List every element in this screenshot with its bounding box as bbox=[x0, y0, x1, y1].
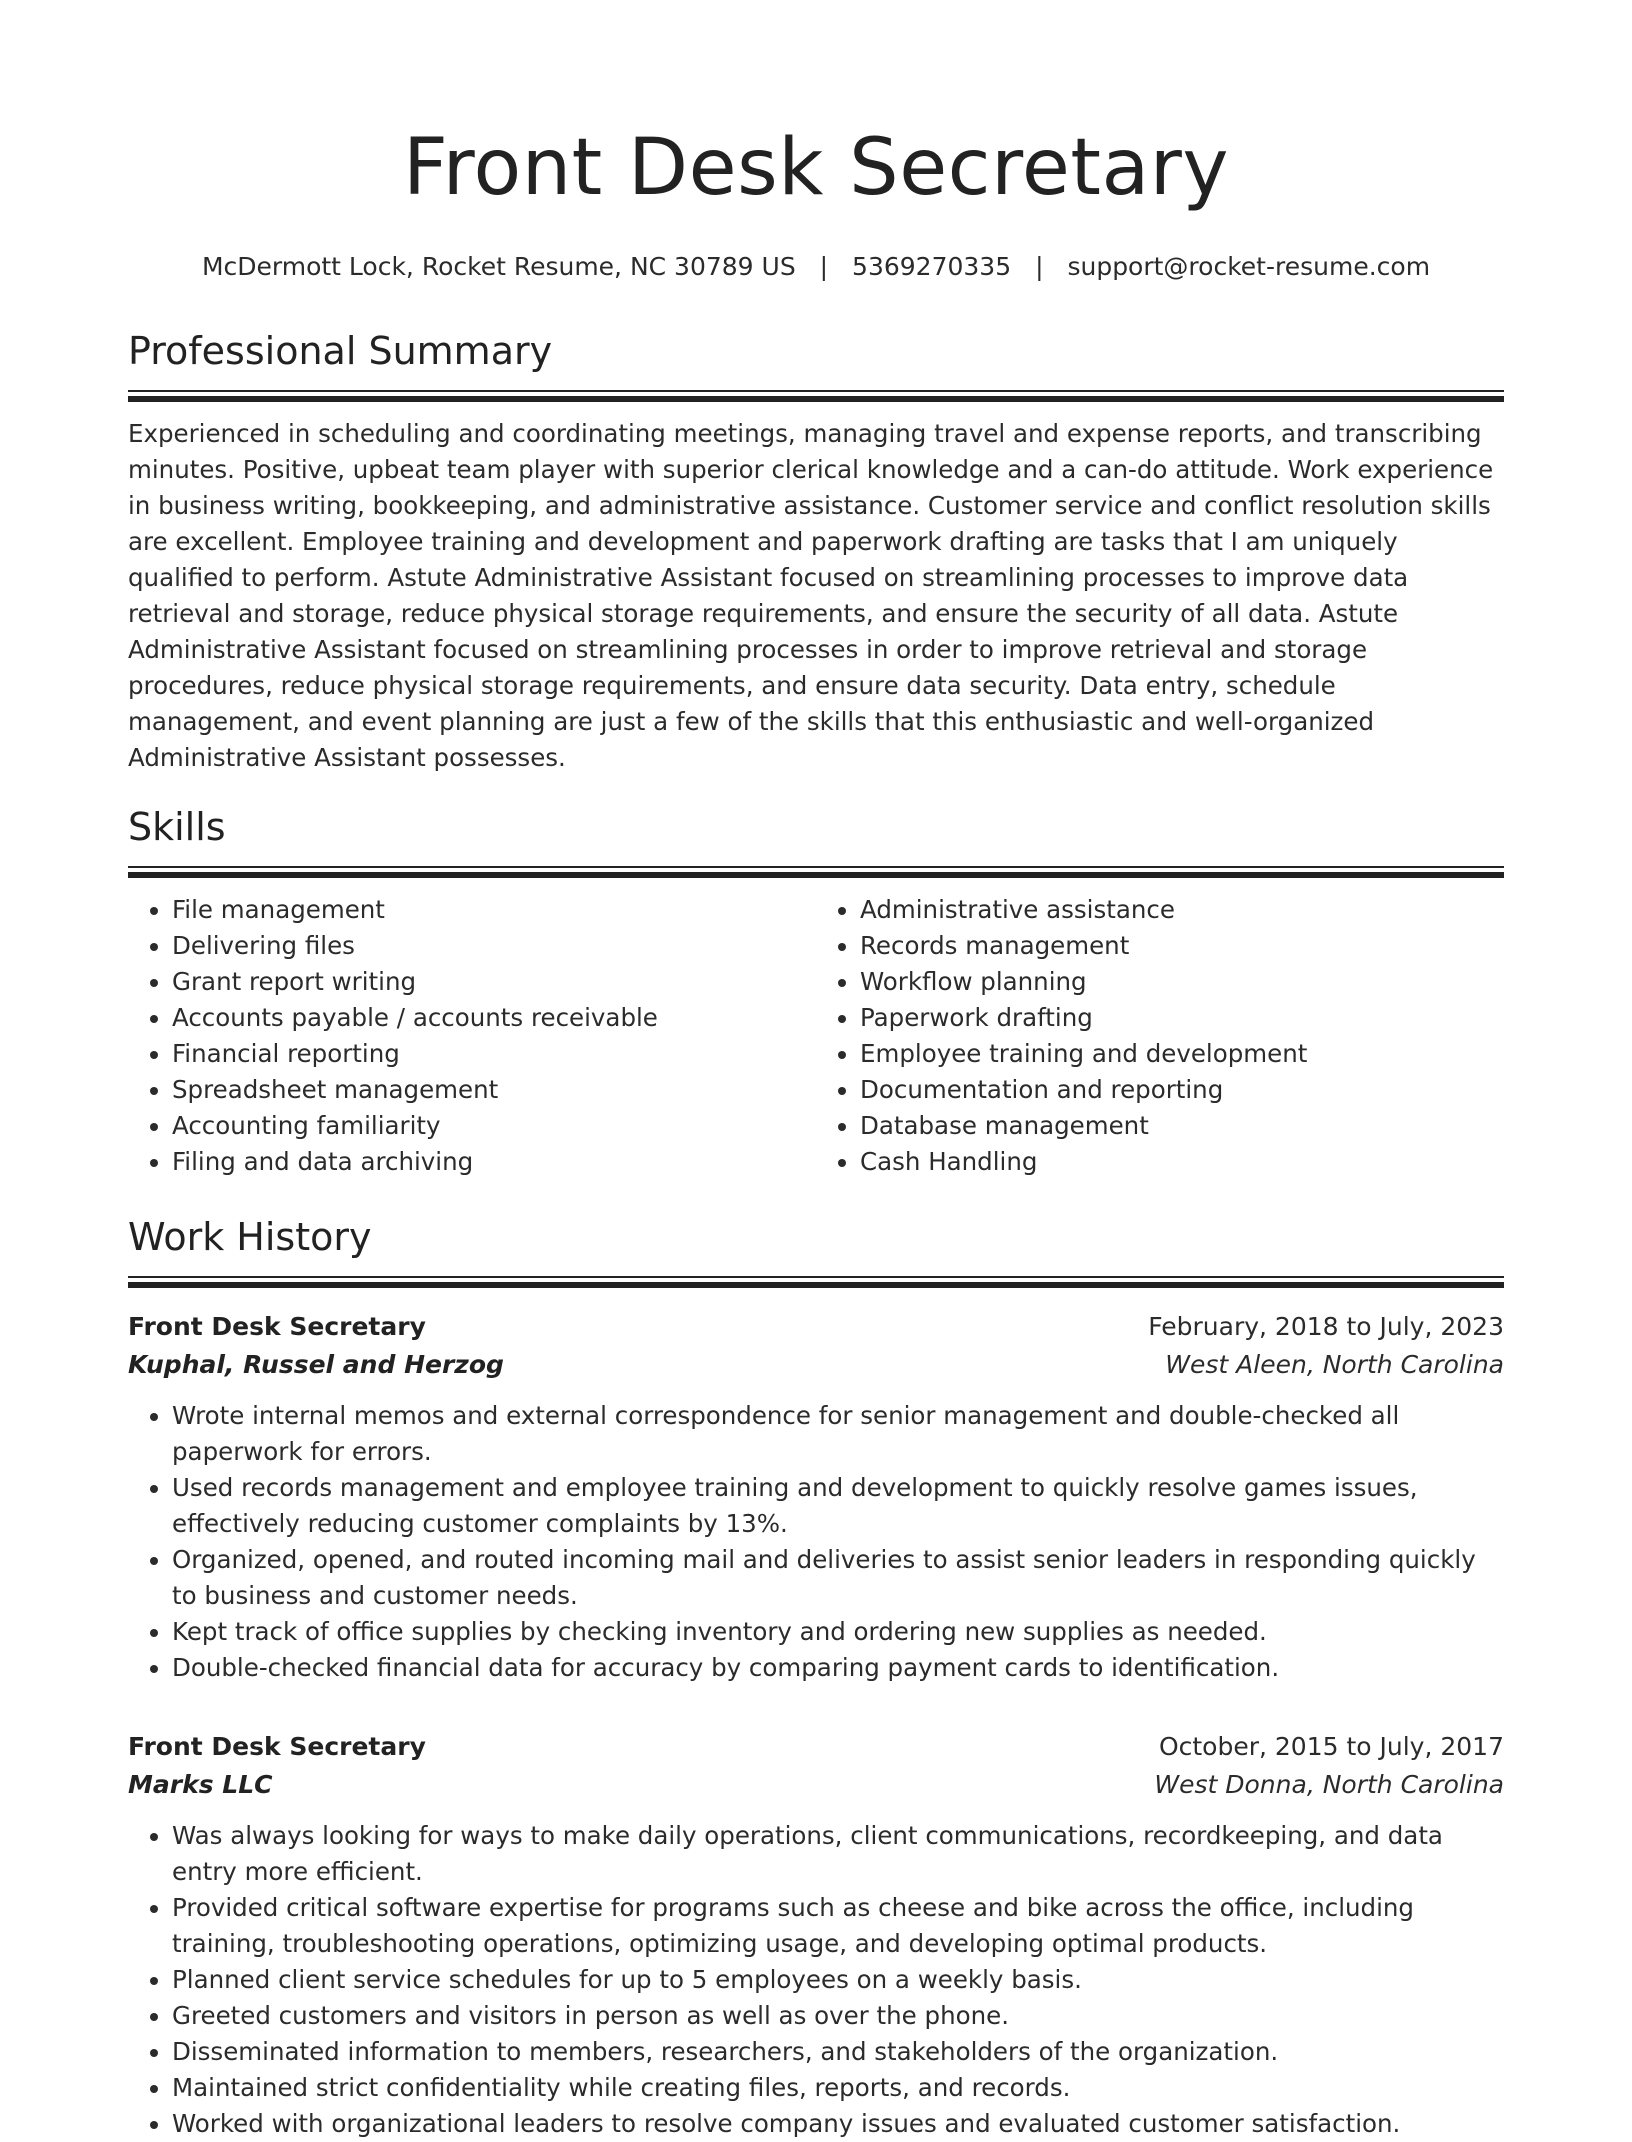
job-location: West Donna, North Carolina bbox=[1154, 1770, 1504, 1799]
skill-item: • Workflow planning bbox=[860, 964, 1504, 1000]
skill-item: • Records management bbox=[860, 928, 1504, 964]
job-dates: October, 2015 to July, 2017 bbox=[1158, 1732, 1504, 1761]
work-history-section bbox=[128, 1212, 1504, 2142]
contact-separator: | bbox=[819, 252, 829, 281]
skill-item: • Employee training and development bbox=[860, 1036, 1504, 1072]
skill-item: • Accounts payable / accounts receivable bbox=[172, 1000, 816, 1036]
section-title-work-history: Work History bbox=[128, 1215, 372, 1259]
section-title-summary: Professional Summary bbox=[128, 329, 553, 373]
job-entry bbox=[128, 1308, 1504, 1686]
job-bullet-list bbox=[128, 1398, 1504, 1686]
contact-address: McDermott Lock, Rocket Resume, NC 30789 US bbox=[201, 252, 796, 281]
job-bullet: • Worked with organizational leaders to resolve company issues and evaluated customer satisfaction. bbox=[172, 2106, 1504, 2142]
section-divider bbox=[128, 866, 1504, 878]
skill-item: • Delivering files bbox=[172, 928, 816, 964]
skill-item: • Accounting familiarity bbox=[172, 1108, 816, 1144]
job-bullet: • Planned client service schedules for up to 5 employees on a weekly basis. bbox=[172, 1962, 1504, 1998]
skill-item: • Filing and data archiving bbox=[172, 1144, 816, 1180]
job-company: Kuphal, Russel and Herzog bbox=[128, 1350, 504, 1379]
job-bullet: • Used records management and employee training and development to quickly resolve games issues, effectively reducing customer complaints by 13%. bbox=[172, 1470, 1504, 1542]
skill-item: • Paperwork drafting bbox=[860, 1000, 1504, 1036]
skill-item: • File management bbox=[172, 892, 816, 928]
job-dates: February, 2018 to July, 2023 bbox=[1148, 1312, 1504, 1341]
skill-item: • Documentation and reporting bbox=[860, 1072, 1504, 1108]
job-subheader bbox=[128, 1346, 1504, 1384]
job-bullet: • Organized, opened, and routed incoming mail and deliveries to assist senior leaders in responding quickly to business and customer needs. bbox=[172, 1542, 1504, 1614]
skills-section bbox=[128, 802, 1504, 1180]
job-location: West Aleen, North Carolina bbox=[1165, 1350, 1504, 1379]
resume-name: Front Desk Secretary bbox=[402, 123, 1230, 213]
job-header bbox=[128, 1728, 1504, 1766]
job-company: Marks LLC bbox=[128, 1770, 273, 1799]
skill-item: • Financial reporting bbox=[172, 1036, 816, 1072]
job-entry bbox=[128, 1728, 1504, 2142]
professional-summary-section bbox=[128, 326, 1504, 776]
skills-column-left bbox=[128, 892, 816, 1180]
contact-line bbox=[128, 250, 1504, 284]
job-bullet: • Double-checked financial data for accuracy by comparing payment cards to identification. bbox=[172, 1650, 1504, 1686]
job-bullet-list bbox=[128, 1818, 1504, 2142]
job-bullet: • Disseminated information to members, researchers, and stakeholders of the organization. bbox=[172, 2034, 1504, 2070]
job-bullet: • Wrote internal memos and external correspondence for senior management and double-checked all paperwork for errors. bbox=[172, 1398, 1504, 1470]
skill-item: • Database management bbox=[860, 1108, 1504, 1144]
job-title: Front Desk Secretary bbox=[128, 1312, 426, 1341]
job-bullet: • Kept track of office supplies by checking inventory and ordering new supplies as needed. bbox=[172, 1614, 1504, 1650]
skills-grid bbox=[128, 892, 1504, 1180]
job-header bbox=[128, 1308, 1504, 1346]
skill-item: • Administrative assistance bbox=[860, 892, 1504, 928]
job-bullet: • Provided critical software expertise for programs such as cheese and bike across the office, including training, troubleshooting operations, optimizing usage, and developing optimal products. bbox=[172, 1890, 1504, 1962]
contact-phone: 5369270335 bbox=[852, 252, 1012, 281]
summary-text: Experienced in scheduling and coordinating meetings, managing travel and expense reports, and transcribing minutes. Positive, upbeat team player with superior clerical knowledge and a can-do attitude. Work experience in business writing, bookkeeping, and administrative assistance. Customer service and conflict resolution skills are excellent. Employee training and development and paperwork drafting are tasks that I am uniquely qualified to perform. Astute Administrative Assistant focused on streamlining processes to improve data retrieval and storage, reduce physical storage requirements, and ensure the security of all data. Astute Administrative Assistant focused on streamlining processes in order to improve retrieval and storage procedures, reduce physical storage requirements, and ensure data security. Data entry, schedule management, and event planning are just a few of the skills that this enthusiastic and well-organized Administrative Assistant possesses. bbox=[128, 419, 1494, 772]
job-subheader bbox=[128, 1766, 1504, 1804]
contact-separator: | bbox=[1035, 252, 1044, 281]
skill-item: • Cash Handling bbox=[860, 1144, 1504, 1180]
contact-email: support@rocket-resume.com bbox=[1067, 252, 1431, 281]
job-title: Front Desk Secretary bbox=[128, 1732, 426, 1761]
skills-column-right bbox=[816, 892, 1504, 1180]
section-divider bbox=[128, 1276, 1504, 1288]
skill-item: • Spreadsheet management bbox=[172, 1072, 816, 1108]
section-title-skills: Skills bbox=[128, 805, 226, 849]
job-bullet: • Greeted customers and visitors in person as well as over the phone. bbox=[172, 1998, 1504, 2034]
section-divider bbox=[128, 390, 1504, 402]
job-bullet: • Was always looking for ways to make daily operations, client communications, recordkeeping, and data entry more efficient. bbox=[172, 1818, 1504, 1890]
job-bullet: • Maintained strict confidentiality while creating files, reports, and records. bbox=[172, 2070, 1504, 2106]
skill-item: • Grant report writing bbox=[172, 964, 816, 1000]
